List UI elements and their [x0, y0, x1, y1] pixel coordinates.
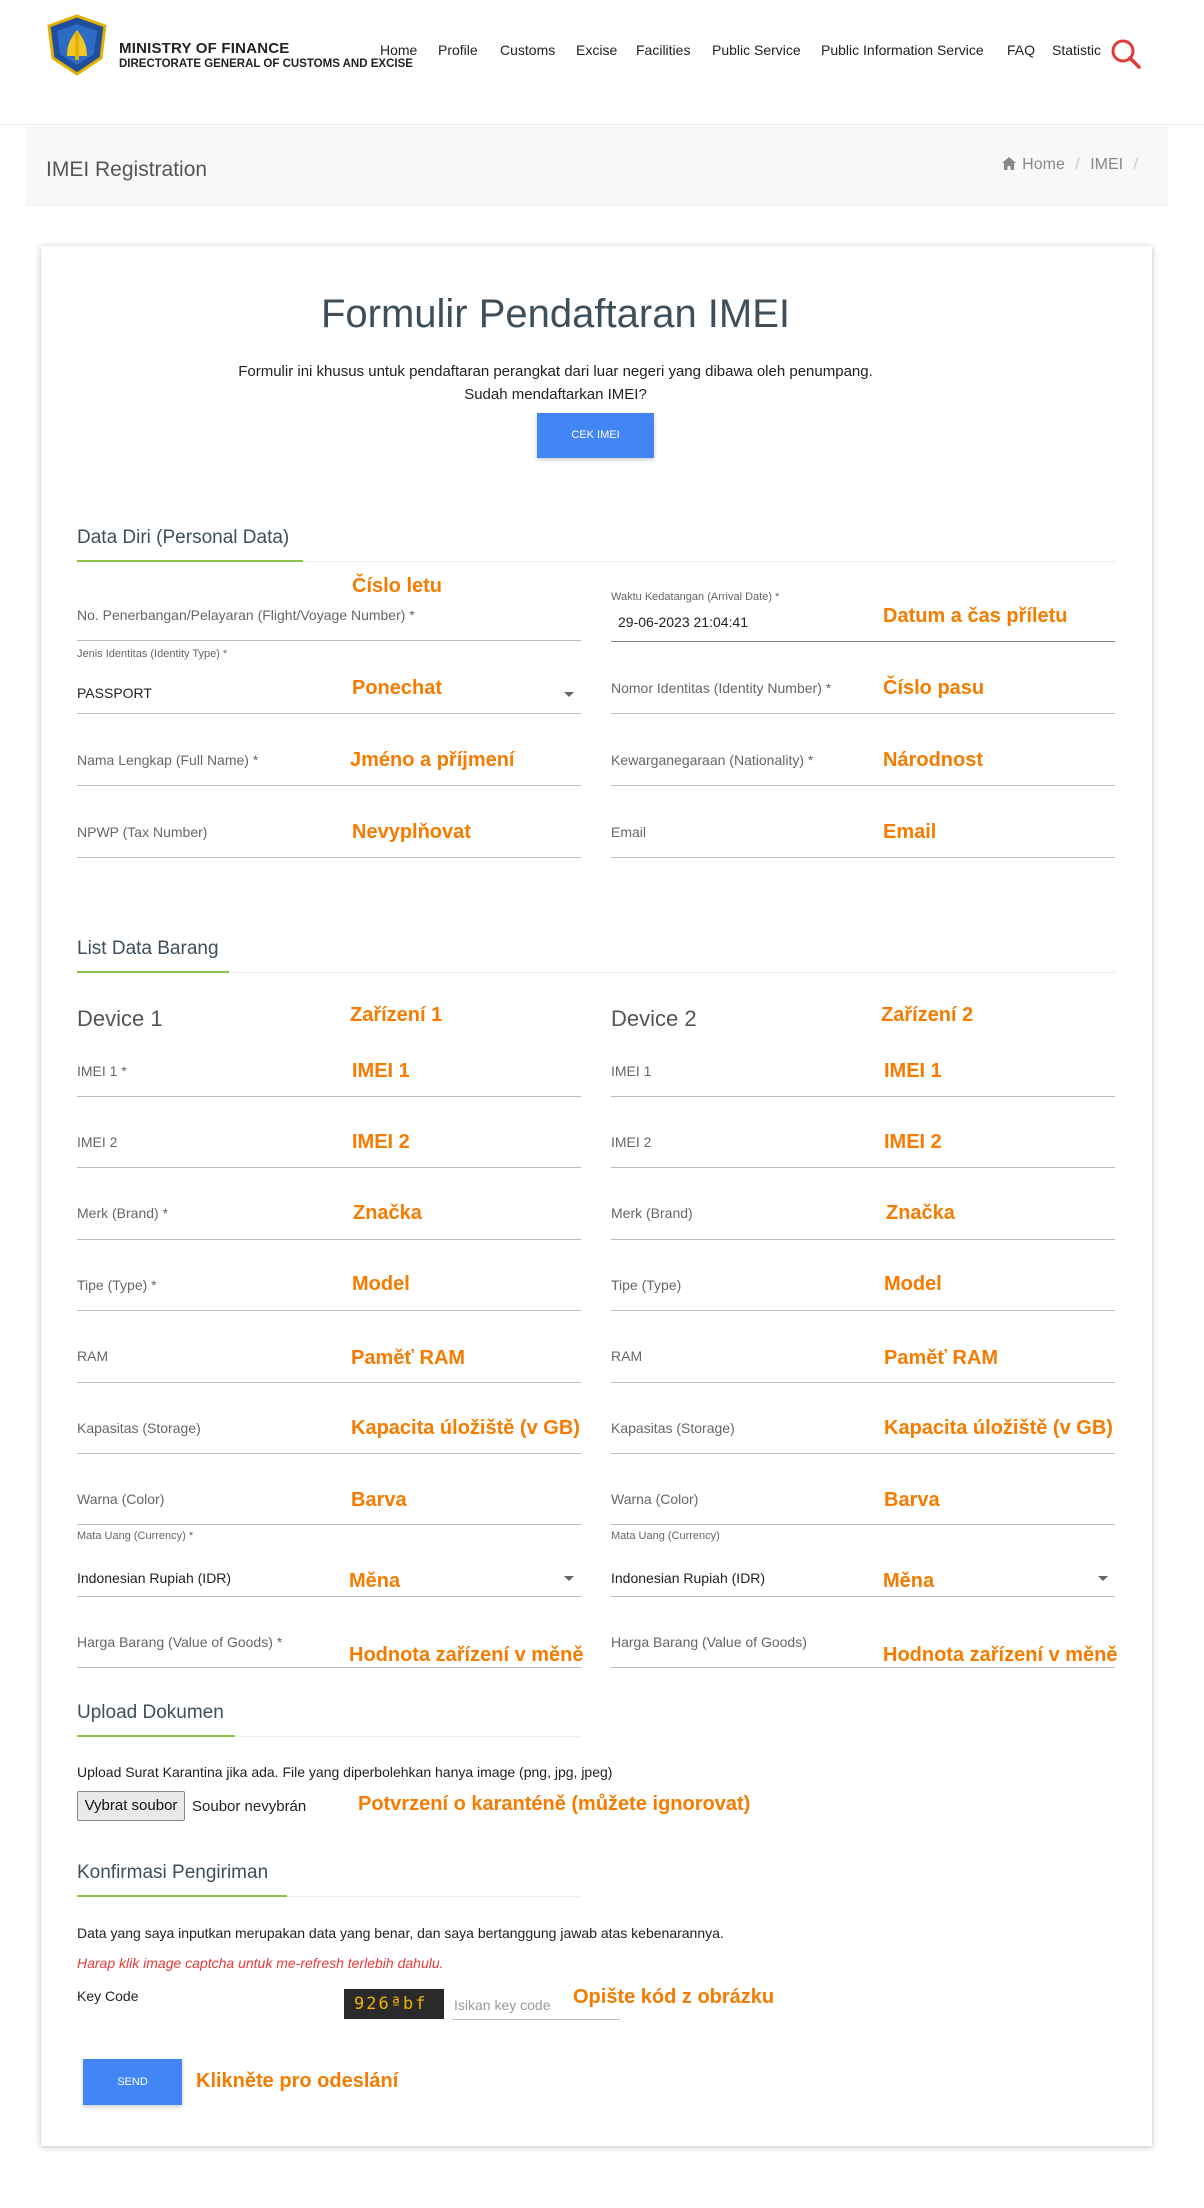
note-device2-imei2: IMEI 2 [884, 1131, 942, 1153]
top-navbar [0, 0, 1204, 125]
fullname-label: Nama Lengkap (Full Name) * [77, 752, 259, 768]
section-title-goods: List Data Barang [77, 938, 219, 959]
identity-number-input[interactable] [611, 713, 1115, 714]
note-npwp: Nevyplňovat [352, 821, 471, 843]
device2-currency-select[interactable]: Indonesian Rupiah (IDR) [611, 1570, 766, 1586]
device2-currency-underline [611, 1596, 1115, 1597]
note-email: Email [883, 821, 937, 843]
email-label: Email [611, 824, 647, 840]
device1-value-input[interactable] [77, 1667, 581, 1668]
note-device2-value: Hodnota zařízení v měně [883, 1644, 1118, 1666]
device1-color-input[interactable] [77, 1524, 581, 1525]
device1-color-label: Warna (Color) [77, 1491, 165, 1507]
device2-type-label: Tipe (Type) [611, 1277, 682, 1293]
flight-number-label: No. Penerbangan/Pelayaran (Flight/Voyage Number) * [77, 607, 415, 623]
nationality-input[interactable] [611, 785, 1115, 786]
brand-title: MINISTRY OF FINANCE [119, 40, 290, 57]
note-device2-brand: Značka [886, 1202, 955, 1224]
note-device1-storage: Kapacita úložiště (v GB) [351, 1417, 580, 1439]
device1-value-label: Harga Barang (Value of Goods) * [77, 1634, 283, 1650]
note-send: Klikněte pro odeslání [196, 2070, 399, 2092]
note-device2-imei1: IMEI 1 [884, 1060, 942, 1082]
key-code-label: Key Code [77, 1988, 139, 2004]
device2-storage-label: Kapasitas (Storage) [611, 1420, 735, 1436]
note-flight: Číslo letu [352, 575, 443, 597]
device2-ram-input[interactable] [611, 1382, 1115, 1383]
arrival-date-label: Waktu Kedatangan (Arrival Date) * [611, 591, 780, 603]
nav-excise[interactable]: Excise [576, 42, 618, 58]
device1-storage-label: Kapasitas (Storage) [77, 1420, 201, 1436]
page-title: IMEI Registration [46, 158, 208, 181]
device2-value-label: Harga Barang (Value of Goods) [611, 1634, 807, 1650]
key-code-input[interactable]: Isikan key code [452, 1990, 620, 2020]
section-underline-goods [77, 971, 229, 973]
note-device1-ram: Paměť RAM [351, 1347, 466, 1369]
note-upload: Potvrzení o karanténě (můžete ignorovat) [358, 1793, 751, 1815]
device2-brand-input[interactable] [611, 1239, 1115, 1240]
file-status: Soubor nevybrán [192, 1798, 307, 1815]
flight-number-input[interactable] [77, 640, 581, 641]
section-title-personal: Data Diri (Personal Data) [77, 527, 290, 548]
section-underline-personal [77, 560, 303, 562]
form-intro: Formulir ini khusus untuk pendaftaran perangkat dari luar negeri yang dibawa oleh penumpang. [238, 363, 873, 380]
note-device1-currency: Měna [349, 1570, 401, 1592]
device1-imei1-input[interactable] [77, 1096, 581, 1097]
identity-number-label: Nomor Identitas (Identity Number) * [611, 680, 832, 696]
nationality-label: Kewarganegaraan (Nationality) * [611, 752, 814, 768]
note-device1-imei2: IMEI 2 [352, 1131, 410, 1153]
note-device2-currency: Měna [883, 1570, 935, 1592]
device2-imei2-input[interactable] [611, 1167, 1115, 1168]
section-rule-upload [235, 1736, 581, 1737]
device2-imei1-label: IMEI 1 [611, 1063, 652, 1079]
chevron-down-icon[interactable] [564, 1576, 574, 1581]
device1-currency-select[interactable]: Indonesian Rupiah (IDR) [77, 1570, 232, 1586]
nav-home[interactable]: Home [380, 42, 418, 58]
nav-profile[interactable]: Profile [438, 42, 478, 58]
identity-type-select[interactable]: PASSPORT [77, 685, 152, 701]
brand-subtitle: DIRECTORATE GENERAL OF CUSTOMS AND EXCISE [119, 58, 413, 70]
note-device-2: Zařízení 2 [881, 1004, 974, 1026]
device2-brand-label: Merk (Brand) [611, 1205, 693, 1221]
device2-color-input[interactable] [611, 1524, 1115, 1525]
device2-type-input[interactable] [611, 1310, 1115, 1311]
device2-ram-label: RAM [611, 1348, 643, 1364]
note-arrival: Datum a čas příletu [883, 605, 1068, 627]
breadcrumb-current: IMEI [1090, 156, 1124, 173]
breadcrumb-separator: / [1075, 156, 1080, 173]
nav-faq[interactable]: FAQ [1007, 42, 1036, 58]
nav-public-service[interactable]: Public Service [712, 42, 801, 58]
nav-public-information-service[interactable]: Public Information Service [821, 42, 984, 58]
note-device1-value: Hodnota zařízení v měně [349, 1644, 584, 1666]
section-title-upload: Upload Dokumen [77, 1702, 224, 1723]
section-rule-goods [229, 972, 1117, 973]
npwp-label: NPWP (Tax Number) [77, 824, 208, 840]
device1-brand-input[interactable] [77, 1239, 581, 1240]
device1-imei2-label: IMEI 2 [77, 1134, 118, 1150]
note-device2-color: Barva [884, 1489, 940, 1511]
form-title: Formulir Pendaftaran IMEI [320, 292, 791, 336]
breadcrumb-separator-trailing: / [1133, 156, 1138, 173]
device1-type-input[interactable] [77, 1310, 581, 1311]
device2-currency-label: Mata Uang (Currency) [611, 1530, 720, 1542]
arrival-date-underline [611, 641, 1115, 642]
section-title-confirm: Konfirmasi Pengiriman [77, 1862, 269, 1883]
breadcrumb-home[interactable]: Home [1022, 156, 1065, 173]
note-device2-storage: Kapacita úložiště (v GB) [884, 1417, 1113, 1439]
note-device-1: Zařízení 1 [350, 1004, 443, 1026]
breadcrumb [1002, 156, 1138, 174]
device1-type-label: Tipe (Type) * [77, 1277, 157, 1293]
device1-imei1-label: IMEI 1 * [77, 1063, 127, 1079]
device1-ram-label: RAM [77, 1348, 109, 1364]
search-icon[interactable] [1110, 38, 1142, 70]
note-device1-imei1: IMEI 1 [352, 1060, 410, 1082]
ministry-logo-icon[interactable] [45, 14, 109, 76]
device1-imei2-input[interactable] [77, 1167, 581, 1168]
identity-type-label: Jenis Identitas (Identity Type) * [77, 648, 228, 660]
npwp-input[interactable] [77, 857, 581, 858]
page-header-band [26, 126, 1168, 206]
note-key-code: Opište kód z obrázku [573, 1986, 775, 2008]
chevron-down-icon[interactable] [564, 692, 574, 697]
nav-facilities[interactable]: Facilities [636, 42, 691, 58]
note-identity-type: Ponechat [352, 677, 443, 699]
home-icon [1002, 157, 1016, 170]
device2-storage-input[interactable] [611, 1453, 1115, 1454]
section-rule-confirm [287, 1896, 581, 1897]
note-nationality: Národnost [883, 749, 983, 771]
note-device2-ram: Paměť RAM [884, 1347, 999, 1369]
device2-imei1-input[interactable] [611, 1096, 1115, 1097]
section-underline-confirm [77, 1895, 287, 1897]
section-rule-personal [303, 561, 1117, 562]
note-fullname: Jméno a příjmení [350, 749, 515, 771]
identity-type-underline [77, 713, 581, 714]
upload-instruction: Upload Surat Karantina jika ada. File yang diperbolehkan hanya image (png, jpg, jpeg) [77, 1764, 613, 1780]
nav-statistic[interactable]: Statistic [1052, 42, 1102, 58]
nav-customs[interactable]: Customs [500, 42, 556, 58]
send-button[interactable]: SEND [83, 2059, 182, 2105]
device1-currency-underline [77, 1596, 581, 1597]
captcha-hint: Harap klik image captcha untuk me-refresh terlebih dahulu. [77, 1955, 444, 1971]
note-device1-brand: Značka [353, 1202, 422, 1224]
device2-color-label: Warna (Color) [611, 1491, 699, 1507]
device2-value-input[interactable] [611, 1667, 1115, 1668]
device1-storage-input[interactable] [77, 1453, 581, 1454]
device1-brand-label: Merk (Brand) * [77, 1205, 169, 1221]
choose-file-button[interactable]: Vybrat soubor [77, 1791, 185, 1821]
note-device1-color: Barva [351, 1489, 407, 1511]
note-device1-type: Model [352, 1273, 410, 1295]
device-2-title: Device 2 [611, 1006, 697, 1031]
note-device2-type: Model [884, 1273, 942, 1295]
check-imei-button[interactable]: CEK IMEI [537, 413, 654, 458]
email-input[interactable] [611, 857, 1115, 858]
form-intro-question: Sudah mendaftarkan IMEI? [464, 386, 647, 403]
arrival-date-input[interactable]: 29-06-2023 21:04:41 [618, 614, 748, 630]
note-identity-number: Číslo pasu [883, 677, 985, 699]
fullname-input[interactable] [77, 785, 581, 786]
captcha-image[interactable]: 926ªbf [344, 1989, 444, 2019]
device-1-title: Device 1 [77, 1006, 163, 1031]
confirm-statement: Data yang saya inputkan merupakan data yang benar, dan saya bertanggung jawab atas kebenarannya. [77, 1925, 724, 1941]
device1-currency-label: Mata Uang (Currency) * [77, 1530, 194, 1542]
section-underline-upload [77, 1735, 235, 1737]
device1-ram-input[interactable] [77, 1382, 581, 1383]
device2-imei2-label: IMEI 2 [611, 1134, 652, 1150]
chevron-down-icon[interactable] [1098, 1576, 1108, 1581]
